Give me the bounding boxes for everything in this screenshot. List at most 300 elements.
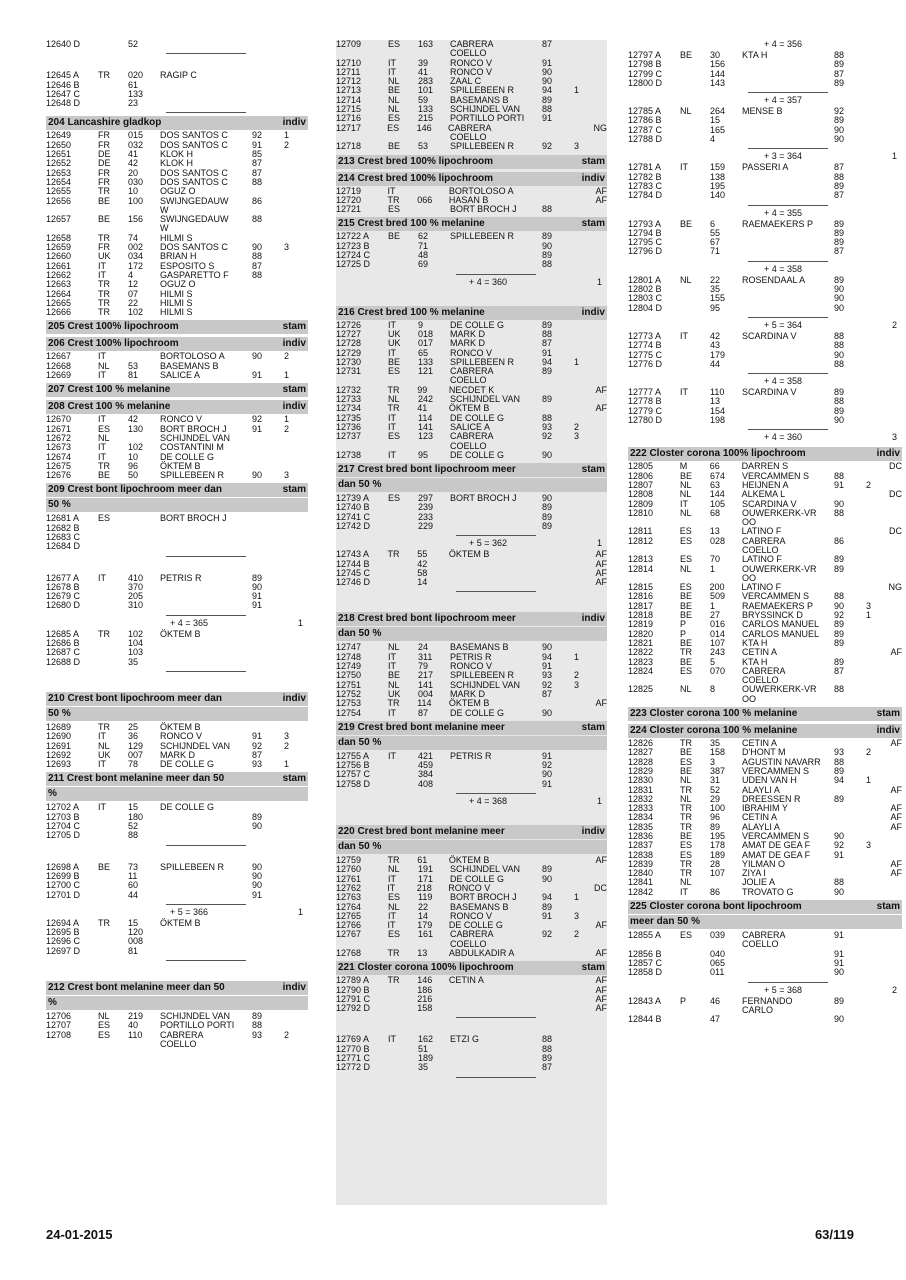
exhibitor-name: ROSENDAAL A — [742, 274, 806, 285]
country — [680, 191, 710, 200]
exhibitor-name: RAEMAEKERS P — [742, 600, 814, 611]
points — [252, 919, 284, 928]
cage-number: 229 — [418, 520, 434, 531]
country — [98, 533, 128, 542]
status-code — [598, 49, 607, 58]
result-row — [46, 863, 308, 872]
country: UK — [388, 688, 401, 699]
status-code: AF — [595, 194, 607, 205]
rank: 2 — [284, 423, 290, 434]
points: 91 — [252, 370, 263, 381]
points: 89 — [834, 180, 845, 191]
status-code — [598, 423, 607, 432]
exhibitor-name: OO — [742, 572, 757, 583]
ring-number: 12805 — [628, 461, 654, 472]
class-header — [46, 772, 308, 786]
points: 92 — [542, 679, 553, 690]
rank — [284, 863, 308, 872]
cage-number: 195 — [710, 180, 726, 191]
status-code — [890, 767, 902, 776]
points — [540, 949, 572, 958]
exhibitor-name — [160, 813, 252, 822]
status-code — [890, 509, 902, 518]
exhibitor-name: SWIJNGEDAUW — [160, 214, 229, 225]
country — [680, 238, 710, 247]
status-code — [598, 671, 607, 680]
country: IT — [388, 421, 396, 432]
country: NL — [388, 394, 400, 405]
cage-number: 156 — [710, 59, 726, 70]
exhibitor-name: W — [160, 223, 169, 234]
cage-number: 178 — [710, 840, 726, 851]
ring-number: 12770 B — [336, 1043, 370, 1054]
result-row — [46, 891, 308, 900]
ring-number: 12814 — [628, 563, 654, 574]
country: BE — [98, 195, 111, 206]
exhibitor-name: DE COLLE G — [450, 319, 505, 330]
rank — [284, 90, 308, 99]
country: IT — [388, 707, 396, 718]
status-code — [890, 135, 902, 144]
result-row — [628, 126, 902, 135]
points — [252, 40, 284, 49]
cage-number: 60 — [128, 880, 139, 891]
country — [680, 60, 710, 69]
country: BE — [680, 600, 693, 611]
ring-number: 12820 — [628, 628, 654, 639]
class-type: stam — [282, 773, 306, 785]
country: NL — [680, 106, 692, 117]
status-code — [890, 126, 902, 135]
exhibitor-name: RONCO V — [160, 731, 203, 742]
status-code — [598, 242, 607, 251]
country: UK — [388, 328, 401, 339]
ring-number: 12697 D — [46, 945, 81, 956]
country — [680, 70, 710, 79]
status-code — [598, 752, 607, 761]
cage-number: 59 — [418, 94, 429, 105]
country: IT — [388, 449, 396, 460]
class-type: stam — [282, 484, 306, 496]
cage-number: 14 — [417, 577, 428, 588]
cage-number: 158 — [417, 1003, 433, 1014]
exhibitor-name: ÖKTEM B — [160, 628, 201, 639]
result-row — [628, 332, 902, 341]
cage-number: 105 — [710, 498, 726, 509]
rank — [574, 451, 598, 460]
rank — [866, 416, 890, 425]
rank — [572, 187, 596, 196]
rank — [866, 397, 890, 406]
exhibitor-name — [742, 1015, 834, 1024]
result-row — [628, 163, 902, 172]
ring-number: 12813 — [628, 554, 654, 565]
points: 88 — [834, 470, 845, 481]
exhibitor-name — [450, 770, 542, 779]
country: FR — [98, 139, 110, 150]
country: NL — [388, 642, 400, 653]
country: BE — [388, 670, 401, 681]
points: 90 — [252, 581, 263, 592]
country: IT — [388, 57, 396, 68]
result-row — [336, 761, 607, 770]
exhibitor-name: JOLIE A — [742, 877, 776, 888]
points: 91 — [542, 661, 553, 672]
rank — [866, 1015, 890, 1024]
country: P — [680, 995, 687, 1006]
status-code — [598, 442, 607, 451]
rank — [284, 574, 308, 583]
rank — [284, 872, 308, 881]
points: 89 — [834, 554, 845, 565]
ring-number: 12651 — [46, 149, 72, 160]
cage-number: 53 — [128, 360, 139, 371]
status-code — [890, 565, 902, 574]
result-row — [628, 416, 902, 425]
class-header — [46, 320, 308, 334]
points: 88 — [542, 204, 553, 215]
exhibitor-name — [742, 959, 834, 968]
status-code — [598, 761, 607, 770]
team-total: + 5 = 364 2 — [763, 319, 898, 330]
team-score: + 3 = 364 — [763, 151, 802, 162]
class-title: 223 Closter corona 100 % melanine — [630, 708, 798, 720]
ring-number: 12724 C — [336, 250, 371, 261]
ring-number: 12786 B — [628, 115, 662, 126]
class-type: stam — [581, 218, 605, 230]
country: TR — [387, 975, 400, 986]
exhibitor-name: PASSERI A — [742, 162, 789, 173]
country: IT — [98, 451, 106, 462]
rank — [574, 205, 598, 214]
exhibitor-name — [450, 513, 542, 522]
ring-number: 12806 — [628, 470, 654, 481]
footer-page-number: 63/119 — [814, 1227, 854, 1242]
cage-number: 674 — [710, 470, 726, 481]
status-code: AF — [890, 812, 902, 823]
result-row — [628, 959, 902, 968]
country: P — [680, 619, 687, 630]
rank — [866, 135, 890, 144]
ring-number: 12669 — [46, 370, 72, 381]
ring-number: 12709 — [336, 39, 362, 49]
rank — [284, 937, 308, 946]
result-row — [336, 1004, 607, 1013]
ring-number: 12837 — [628, 840, 654, 851]
country — [388, 578, 418, 587]
points — [252, 947, 284, 956]
points: 94 — [542, 892, 553, 903]
ring-number: 12747 — [336, 642, 362, 653]
ring-number: 12804 D — [628, 302, 663, 313]
cage-number: 96 — [710, 812, 721, 823]
cage-number: 81 — [128, 945, 139, 956]
exhibitor-name — [450, 251, 542, 260]
rank — [866, 173, 890, 182]
status-code — [890, 997, 902, 1006]
result-row — [628, 191, 902, 200]
exhibitor-name: ÖKTEM B — [448, 698, 490, 709]
points: 89 — [834, 656, 845, 667]
points — [834, 804, 866, 813]
rank — [865, 462, 889, 471]
ring-number: 12699 B — [46, 870, 80, 881]
rank — [284, 813, 308, 822]
ring-number: 12829 — [628, 765, 654, 776]
result-row — [46, 881, 308, 890]
cage-number: 133 — [128, 88, 144, 99]
rank — [866, 968, 890, 977]
ring-number: 12808 — [628, 489, 654, 500]
status-code — [890, 950, 902, 959]
exhibitor-name — [450, 260, 542, 269]
points: 88 — [252, 1020, 263, 1031]
country: NL — [679, 489, 692, 500]
points: 89 — [834, 628, 845, 639]
country — [680, 173, 710, 182]
exhibitor-name: RONCO V — [450, 66, 493, 77]
separator-line — [456, 535, 536, 536]
rank — [866, 997, 890, 1006]
country: TR — [387, 549, 400, 560]
exhibitor-name: SPILLEBEEN R — [450, 231, 515, 242]
cage-number: 459 — [418, 760, 434, 771]
points — [252, 639, 284, 648]
status-code — [598, 86, 607, 95]
country: ES — [387, 122, 400, 133]
rank: 1 — [574, 356, 580, 367]
points: 91 — [542, 910, 553, 921]
exhibitor-name: OGUZ O — [160, 186, 196, 197]
status-code: AF — [890, 803, 902, 814]
cage-number: 205 — [128, 591, 144, 602]
exhibitor-name — [450, 522, 542, 531]
cage-number: 13 — [709, 526, 720, 537]
cage-number: 219 — [128, 1011, 144, 1021]
cage-number: 42 — [710, 330, 721, 341]
country: IT — [388, 412, 396, 423]
points: 89 — [542, 1053, 553, 1064]
points: 90 — [542, 707, 553, 718]
rank — [284, 822, 308, 831]
status-code — [890, 695, 902, 704]
points — [252, 280, 284, 289]
rank: 3 — [866, 840, 872, 851]
rank: 3 — [574, 910, 580, 921]
country: TR — [98, 917, 110, 928]
result-row — [46, 592, 308, 601]
result-row — [46, 1040, 308, 1049]
rank — [284, 434, 308, 443]
cage-number: 008 — [128, 936, 144, 947]
cage-number: 28 — [710, 858, 721, 869]
rank — [574, 1045, 598, 1054]
points: 90 — [834, 124, 845, 135]
cage-number: 032 — [128, 139, 144, 150]
country: IT — [680, 886, 688, 897]
rank — [284, 831, 308, 840]
ring-number: 12717 — [336, 122, 362, 133]
exhibitor-name — [450, 1054, 542, 1063]
rank — [572, 856, 596, 865]
points: 88 — [542, 328, 553, 339]
points — [834, 518, 866, 527]
ring-number: 12738 — [336, 449, 362, 460]
exhibitor-name: DE COLLE G — [450, 449, 505, 460]
rank — [866, 639, 890, 648]
cage-number: 144 — [710, 68, 726, 79]
exhibitor-name — [160, 90, 252, 99]
status-code — [598, 77, 607, 86]
status-code — [890, 51, 902, 60]
rank — [574, 761, 598, 770]
ring-number: 12750 — [336, 670, 362, 681]
status-code — [598, 865, 607, 874]
points — [834, 695, 866, 704]
ring-number: 12834 — [628, 812, 654, 823]
country: IT — [98, 370, 106, 381]
ring-number: 12743 A — [336, 549, 370, 560]
cage-number: 384 — [418, 769, 434, 780]
separator-line — [748, 92, 828, 93]
ring-number: 12817 — [628, 600, 654, 611]
status-code — [890, 220, 902, 229]
ring-number: 12741 C — [336, 511, 371, 522]
class-title-continued: % — [46, 996, 308, 1010]
country: IT — [387, 920, 396, 931]
cage-number: 63 — [710, 479, 721, 490]
status-code: AF — [890, 821, 902, 832]
country: IT — [388, 1034, 396, 1045]
ring-number: 12816 — [628, 591, 654, 602]
country: ES — [680, 849, 693, 860]
team-score: + 4 = 356 — [763, 39, 802, 49]
exhibitor-name — [160, 99, 252, 108]
separator-line — [166, 615, 246, 616]
rank — [574, 1063, 598, 1072]
result-row — [336, 1045, 607, 1054]
cage-number: 123 — [418, 431, 434, 442]
country: DE — [98, 158, 111, 169]
ring-number: 12670 — [46, 414, 72, 425]
cage-number: 42 — [128, 414, 139, 425]
exhibitor-name: BORT BROCH J — [450, 892, 517, 903]
ring-number: 12792 D — [336, 1003, 371, 1014]
country — [98, 592, 128, 601]
rank — [284, 206, 308, 215]
cage-number: 79 — [418, 661, 429, 672]
rank: 3 — [866, 600, 872, 611]
country: BE — [680, 591, 693, 602]
exhibitor-name: COELLO — [450, 440, 487, 451]
ring-number: 12787 C — [628, 124, 663, 135]
exhibitor-name — [742, 238, 834, 247]
ring-number: 12660 — [46, 251, 72, 262]
exhibitor-name: VERCAMMEN S — [742, 470, 810, 481]
rank — [574, 367, 598, 376]
status-code: AF — [595, 558, 607, 569]
rank — [284, 639, 308, 648]
cage-number: 3 — [710, 756, 716, 767]
result-row — [46, 937, 308, 946]
points: 93 — [252, 1029, 263, 1040]
ring-number: 12734 — [336, 403, 362, 414]
exhibitor-name: KTA H — [742, 656, 768, 667]
rank — [284, 187, 308, 196]
exhibitor-name: SPILLEBEEN R — [450, 85, 515, 96]
country: NL — [680, 684, 692, 695]
class-title-continued: 50 % — [46, 707, 308, 721]
status-code — [890, 397, 902, 406]
rank — [574, 96, 598, 105]
status-code: AF — [595, 975, 607, 986]
points — [540, 550, 572, 559]
exhibitor-name: DE COLLE G — [450, 707, 505, 718]
exhibitor-name: BORTOLOSO A — [160, 351, 225, 362]
rank — [866, 878, 890, 887]
rank — [866, 294, 890, 303]
points: 89 — [542, 366, 553, 377]
class-title: 207 Crest 100 % melanine — [48, 384, 171, 396]
cage-number: 129 — [128, 740, 144, 751]
rank — [574, 780, 598, 789]
exhibitor-name — [449, 578, 540, 587]
exhibitor-name: GASPARETTO F — [160, 269, 229, 280]
class-type: stam — [581, 721, 605, 733]
status-code — [598, 105, 607, 114]
exhibitor-name: DOS SANTOS C — [160, 176, 228, 187]
team-total: + 4 = 365 1 — [169, 617, 304, 628]
exhibitor-name — [160, 40, 252, 49]
status-code — [890, 351, 902, 360]
country: TR — [387, 855, 400, 866]
ring-number: 12685 A — [46, 628, 80, 639]
separator-line — [748, 261, 828, 262]
class-title: 204 Lancashire gladkop — [48, 117, 162, 129]
points: 90 — [542, 76, 553, 87]
cage-number: 120 — [128, 927, 144, 938]
cage-number — [128, 542, 160, 551]
exhibitor-name: DOS SANTOS C — [160, 167, 228, 178]
rank — [574, 242, 598, 251]
rank — [572, 949, 596, 958]
class-header — [46, 400, 308, 414]
country: TR — [680, 821, 692, 832]
rank — [866, 658, 890, 667]
country: ES — [388, 39, 401, 49]
rank — [866, 126, 890, 135]
result-row — [336, 550, 607, 559]
rank — [284, 81, 308, 90]
status-code — [598, 451, 607, 460]
points: 91 — [542, 347, 553, 358]
exhibitor-name: LATINO F — [741, 582, 782, 593]
rank: 1 — [574, 651, 580, 662]
ring-number: 12729 — [336, 347, 362, 358]
points: 89 — [542, 502, 553, 513]
rank — [866, 70, 890, 79]
exhibitor-name: CABRERA — [742, 665, 786, 676]
rank: 3 — [574, 679, 580, 690]
exhibitor-name: RONCO V — [450, 661, 493, 672]
result-row — [46, 760, 308, 769]
ring-number: 12707 — [46, 1020, 72, 1031]
cage-number: 22 — [710, 274, 721, 285]
ring-number: 12668 — [46, 360, 72, 371]
points — [538, 124, 569, 133]
result-row — [46, 813, 308, 822]
country — [98, 81, 128, 90]
